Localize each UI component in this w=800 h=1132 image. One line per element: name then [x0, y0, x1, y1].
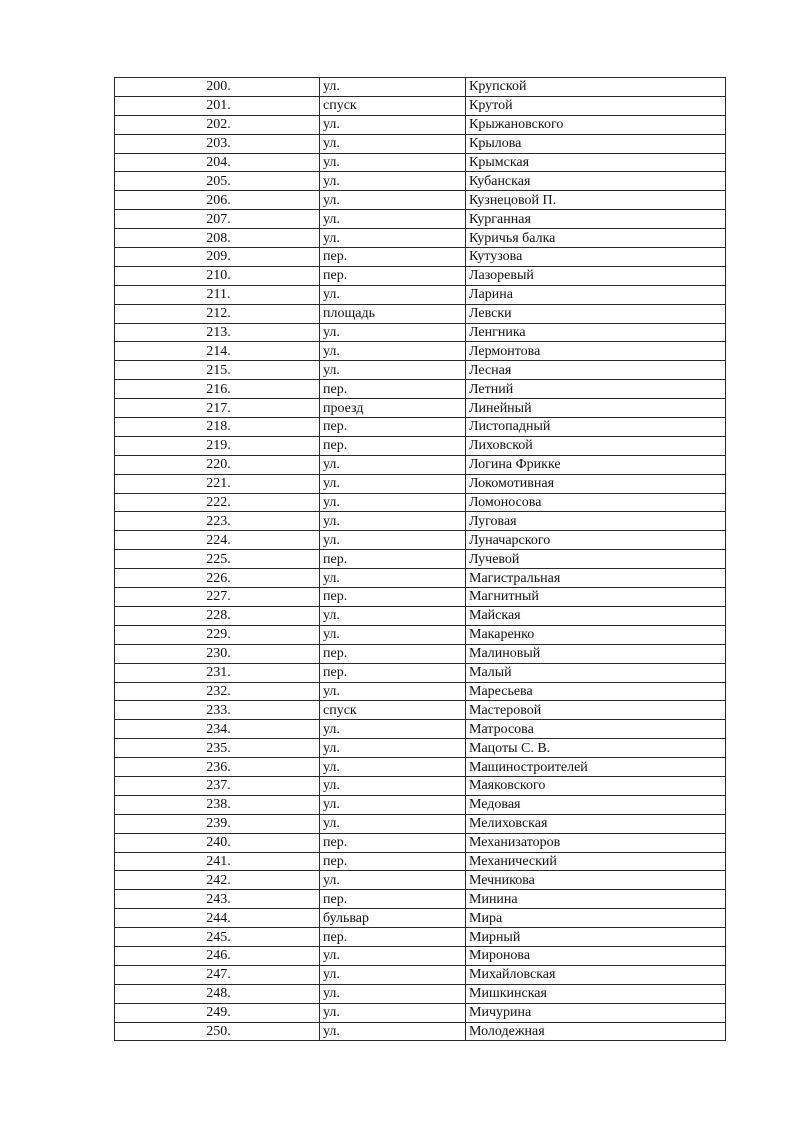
street-name: Логина Фрикке: [466, 455, 726, 474]
table-row: [115, 890, 726, 909]
street-type: ул.: [320, 474, 466, 493]
row-number: 243.: [115, 890, 320, 909]
table-row: [115, 776, 726, 795]
street-type: ул.: [320, 115, 466, 134]
row-number: 213.: [115, 323, 320, 342]
street-name: Мичурина: [466, 1003, 726, 1022]
table-row: [115, 758, 726, 777]
street-name: Луговая: [466, 512, 726, 531]
row-number: 208.: [115, 229, 320, 248]
streets-table: [114, 77, 726, 1041]
street-type: пер.: [320, 380, 466, 399]
street-name: Лесная: [466, 361, 726, 380]
street-type: ул.: [320, 720, 466, 739]
row-number: 218.: [115, 418, 320, 437]
table-row: [115, 436, 726, 455]
street-name: Ленгника: [466, 323, 726, 342]
street-type: бульвар: [320, 909, 466, 928]
row-number: 237.: [115, 776, 320, 795]
row-number: 223.: [115, 512, 320, 531]
street-type: ул.: [320, 134, 466, 153]
street-name: Мишкинская: [466, 984, 726, 1003]
street-type: ул.: [320, 739, 466, 758]
row-number: 206.: [115, 191, 320, 210]
street-type: ул.: [320, 210, 466, 229]
street-type: ул.: [320, 229, 466, 248]
street-name: Левски: [466, 304, 726, 323]
row-number: 215.: [115, 361, 320, 380]
row-number: 202.: [115, 115, 320, 134]
street-name: Медовая: [466, 795, 726, 814]
street-type: площадь: [320, 304, 466, 323]
table-row: [115, 1003, 726, 1022]
street-name: Кутузова: [466, 248, 726, 267]
street-type: ул.: [320, 758, 466, 777]
street-type: ул.: [320, 1022, 466, 1041]
row-number: 222.: [115, 493, 320, 512]
row-number: 247.: [115, 965, 320, 984]
street-name: Магистральная: [466, 569, 726, 588]
row-number: 201.: [115, 96, 320, 115]
table-row: [115, 814, 726, 833]
table-row: [115, 625, 726, 644]
row-number: 207.: [115, 210, 320, 229]
street-name: Мацоты С. В.: [466, 739, 726, 758]
table-row: [115, 134, 726, 153]
table-row: [115, 588, 726, 607]
street-name: Лучевой: [466, 550, 726, 569]
street-type: пер.: [320, 248, 466, 267]
street-name: Лазоревый: [466, 266, 726, 285]
table-row: [115, 550, 726, 569]
row-number: 200.: [115, 78, 320, 97]
table-row: [115, 96, 726, 115]
street-type: спуск: [320, 96, 466, 115]
street-name: Михайловская: [466, 965, 726, 984]
row-number: 244.: [115, 909, 320, 928]
street-name: Крутой: [466, 96, 726, 115]
street-type: ул.: [320, 531, 466, 550]
row-number: 209.: [115, 248, 320, 267]
row-number: 212.: [115, 304, 320, 323]
table-row: [115, 512, 726, 531]
table-row: [115, 644, 726, 663]
table-row: [115, 682, 726, 701]
street-type: ул.: [320, 946, 466, 965]
street-type: пер.: [320, 663, 466, 682]
row-number: 233.: [115, 701, 320, 720]
street-type: ул.: [320, 285, 466, 304]
street-type: ул.: [320, 455, 466, 474]
table-row: [115, 78, 726, 97]
table-row: [115, 172, 726, 191]
street-name: Механический: [466, 852, 726, 871]
street-type: спуск: [320, 701, 466, 720]
street-name: Кузнецовой П.: [466, 191, 726, 210]
table-row: [115, 418, 726, 437]
street-name: Локомотивная: [466, 474, 726, 493]
table-row: [115, 285, 726, 304]
street-name: Малый: [466, 663, 726, 682]
row-number: 229.: [115, 625, 320, 644]
row-number: 219.: [115, 436, 320, 455]
row-number: 214.: [115, 342, 320, 361]
table-row: [115, 1022, 726, 1041]
street-name: Малиновый: [466, 644, 726, 663]
street-type: пер.: [320, 890, 466, 909]
table-row: [115, 361, 726, 380]
streets-table-body: [115, 78, 726, 1041]
street-type: ул.: [320, 512, 466, 531]
table-row: [115, 606, 726, 625]
table-row: [115, 342, 726, 361]
street-name: Куричья балка: [466, 229, 726, 248]
table-row: [115, 474, 726, 493]
row-number: 204.: [115, 153, 320, 172]
table-row: [115, 115, 726, 134]
street-type: ул.: [320, 795, 466, 814]
row-number: 217.: [115, 399, 320, 418]
street-type: пер.: [320, 928, 466, 947]
street-name: Крупской: [466, 78, 726, 97]
street-name: Мирный: [466, 928, 726, 947]
street-type: пер.: [320, 644, 466, 663]
street-type: пер.: [320, 418, 466, 437]
street-name: Маяковского: [466, 776, 726, 795]
street-type: ул.: [320, 682, 466, 701]
row-number: 210.: [115, 266, 320, 285]
street-name: Матросова: [466, 720, 726, 739]
table-row: [115, 663, 726, 682]
row-number: 225.: [115, 550, 320, 569]
row-number: 205.: [115, 172, 320, 191]
street-type: ул.: [320, 323, 466, 342]
street-name: Мастеровой: [466, 701, 726, 720]
street-type: ул.: [320, 172, 466, 191]
table-row: [115, 946, 726, 965]
street-name: Ломоносова: [466, 493, 726, 512]
street-name: Машиностроителей: [466, 758, 726, 777]
street-name: Миронова: [466, 946, 726, 965]
street-type: ул.: [320, 1003, 466, 1022]
row-number: 230.: [115, 644, 320, 663]
street-name: Линейный: [466, 399, 726, 418]
street-type: ул.: [320, 814, 466, 833]
street-type: пер.: [320, 266, 466, 285]
table-row: [115, 909, 726, 928]
street-type: ул.: [320, 493, 466, 512]
street-type: пер.: [320, 436, 466, 455]
street-name: Лиховской: [466, 436, 726, 455]
street-type: пер.: [320, 852, 466, 871]
street-name: Летний: [466, 380, 726, 399]
street-type: ул.: [320, 776, 466, 795]
street-name: Крылова: [466, 134, 726, 153]
table-row: [115, 795, 726, 814]
row-number: 246.: [115, 946, 320, 965]
table-row: [115, 928, 726, 947]
row-number: 220.: [115, 455, 320, 474]
street-type: проезд: [320, 399, 466, 418]
table-row: [115, 833, 726, 852]
table-row: [115, 871, 726, 890]
street-type: ул.: [320, 625, 466, 644]
street-type: пер.: [320, 833, 466, 852]
street-type: ул.: [320, 984, 466, 1003]
row-number: 216.: [115, 380, 320, 399]
table-row: [115, 229, 726, 248]
row-number: 228.: [115, 606, 320, 625]
row-number: 239.: [115, 814, 320, 833]
row-number: 250.: [115, 1022, 320, 1041]
table-row: [115, 399, 726, 418]
street-name: Механизаторов: [466, 833, 726, 852]
table-row: [115, 153, 726, 172]
row-number: 226.: [115, 569, 320, 588]
table-row: [115, 266, 726, 285]
table-row: [115, 531, 726, 550]
table-row: [115, 248, 726, 267]
row-number: 248.: [115, 984, 320, 1003]
street-type: ул.: [320, 361, 466, 380]
table-row: [115, 965, 726, 984]
street-type: ул.: [320, 191, 466, 210]
table-row: [115, 493, 726, 512]
street-name: Кубанская: [466, 172, 726, 191]
row-number: 242.: [115, 871, 320, 890]
street-type: ул.: [320, 606, 466, 625]
table-row: [115, 569, 726, 588]
street-name: Мира: [466, 909, 726, 928]
row-number: 232.: [115, 682, 320, 701]
street-name: Лермонтова: [466, 342, 726, 361]
street-name: Макаренко: [466, 625, 726, 644]
row-number: 221.: [115, 474, 320, 493]
row-number: 249.: [115, 1003, 320, 1022]
street-name: Курганная: [466, 210, 726, 229]
street-type: ул.: [320, 342, 466, 361]
street-type: ул.: [320, 153, 466, 172]
row-number: 224.: [115, 531, 320, 550]
street-name: Магнитный: [466, 588, 726, 607]
row-number: 240.: [115, 833, 320, 852]
table-row: [115, 323, 726, 342]
street-type: ул.: [320, 965, 466, 984]
street-name: Мечникова: [466, 871, 726, 890]
street-name: Майская: [466, 606, 726, 625]
street-type: пер.: [320, 550, 466, 569]
row-number: 238.: [115, 795, 320, 814]
street-name: Листопадный: [466, 418, 726, 437]
row-number: 227.: [115, 588, 320, 607]
street-name: Ларина: [466, 285, 726, 304]
table-row: [115, 380, 726, 399]
street-type: ул.: [320, 569, 466, 588]
row-number: 203.: [115, 134, 320, 153]
row-number: 245.: [115, 928, 320, 947]
row-number: 211.: [115, 285, 320, 304]
street-name: Крыжановского: [466, 115, 726, 134]
row-number: 231.: [115, 663, 320, 682]
street-name: Минина: [466, 890, 726, 909]
row-number: 234.: [115, 720, 320, 739]
street-type: ул.: [320, 871, 466, 890]
table-row: [115, 739, 726, 758]
street-type: ул.: [320, 78, 466, 97]
street-name: Мелиховская: [466, 814, 726, 833]
row-number: 236.: [115, 758, 320, 777]
street-name: Маресьева: [466, 682, 726, 701]
table-row: [115, 852, 726, 871]
table-row: [115, 720, 726, 739]
table-row: [115, 701, 726, 720]
street-name: Луначарского: [466, 531, 726, 550]
table-row: [115, 304, 726, 323]
street-name: Крымская: [466, 153, 726, 172]
street-name: Молодежная: [466, 1022, 726, 1041]
table-row: [115, 210, 726, 229]
table-row: [115, 191, 726, 210]
street-type: пер.: [320, 588, 466, 607]
table-row: [115, 984, 726, 1003]
table-row: [115, 455, 726, 474]
row-number: 235.: [115, 739, 320, 758]
row-number: 241.: [115, 852, 320, 871]
